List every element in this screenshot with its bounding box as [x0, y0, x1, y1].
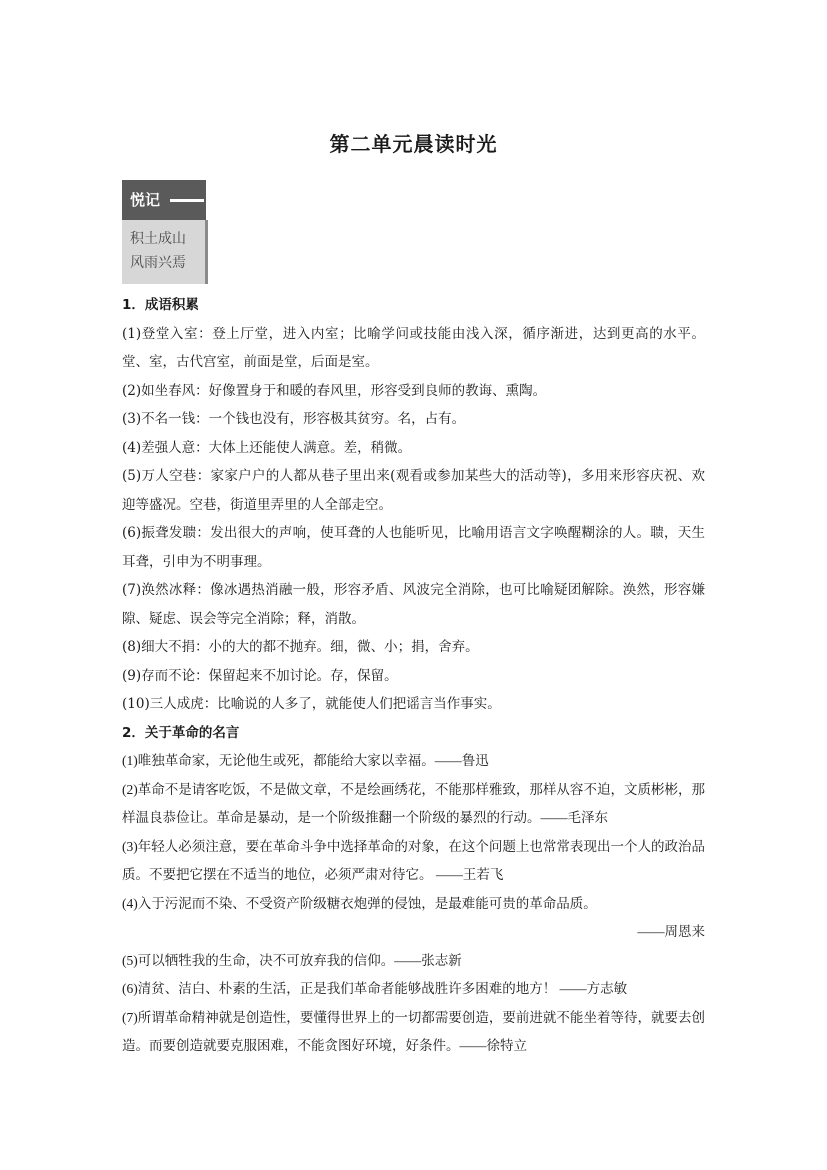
quote-item: (6)清贫、洁白、朴素的生活，正是我们革命者能够战胜许多困难的地方！ ——方志敏	[122, 981, 628, 996]
quote-item: (2)革命不是请客吃饭，不是做文章，不是绘画绣花，不能那样雅致，那样从容不迫，文质彬彬，那样温良恭俭让。革命是暴动，是一个阶级推翻一个阶级的暴烈的行动。——毛泽东	[122, 781, 705, 825]
section-badge	[122, 180, 208, 284]
idiom-item: (3)不名一钱：一个钱也没有，形容极其贫穷。名，占有。	[122, 411, 466, 427]
idiom-item: (6)振聋发聩：发出很大的声响，使耳聋的人也能听见，比喻用语言文字唤醒糊涂的人。聩，天生耳聋，引申为不明事理。	[122, 525, 705, 570]
badge-motto-line: 风雨兴焉	[130, 255, 186, 271]
idiom-item: (1)登堂入室：登上厅堂，进入内室；比喻学问或技能由浅入深，循序渐进，达到更高的水平。堂、室，古代宫室，前面是堂，后面是室。	[122, 325, 705, 370]
quote-item: (4)入于污泥而不染、不受资产阶级糖衣炮弹的侵蚀，是最难能可贵的革命品质。	[122, 895, 597, 911]
main-content	[122, 291, 705, 1061]
quote-item: (1)唯独革命家，无论他生或死，都能给大家以幸福。——鲁迅	[122, 753, 489, 768]
section-title-quotes: 2．关于革命的名言	[122, 724, 240, 741]
quote-item: (3)年轻人必须注意，要在革命斗争中选择革命的对象，在这个问题上也常常表现出一个人的政治品质。不要把它摆在不适当的地位，必须严肃对待它。 ——王若飞	[122, 838, 705, 882]
badge-heading: 悦记	[122, 180, 206, 220]
idiom-item: (2)如坐春风：好像置身于和暖的春风里，形容受到良师的教诲、熏陶。	[122, 382, 547, 399]
idiom-item: (8)细大不捐：小的大的都不抛弃。细，微、小；捐，舍弃。	[122, 639, 479, 655]
badge-decorative-line	[170, 199, 204, 202]
quote-item: (5)可以牺牲我的生命，决不可放弃我的信仰。——张志新	[122, 952, 462, 968]
idiom-item: (10)三人成虎：比喻说的人多了，就能使人们把谣言当作事实。	[122, 696, 501, 712]
quote-attribution: ——周恩来	[637, 924, 705, 939]
badge-motto	[122, 220, 208, 284]
quote-item: (7)所谓革命精神就是创造性，要懂得世界上的一切都需要创造，要前进就不能坐着等待，就要去创造。而要创造就要克服困难，不能贪图好环境，好条件。——徐特立	[122, 1009, 705, 1053]
page-title: 第二单元晨读时光	[329, 132, 498, 156]
idiom-item: (7)涣然冰释：像冰遇热消融一般，形容矛盾、风波完全消除，也可比喻疑团解除。涣然，形容嫌隙、疑虑、误会等完全消除；释，消散。	[122, 582, 705, 627]
badge-motto-line: 积土成山	[130, 231, 186, 247]
idiom-item: (5)万人空巷：家家户户的人都从巷子里出来(观看或参加某些大的活动等)，多用来形容庆祝、欢迎等盛况。空巷，街道里弄里的人全部走空。	[122, 468, 705, 513]
idiom-item: (4)差强人意：大体上还能使人满意。差，稍微。	[122, 439, 412, 456]
section-title-idioms: 1．成语积累	[122, 297, 199, 313]
idiom-item: (9)存而不论：保留起来不加讨论。存，保留。	[122, 667, 398, 684]
